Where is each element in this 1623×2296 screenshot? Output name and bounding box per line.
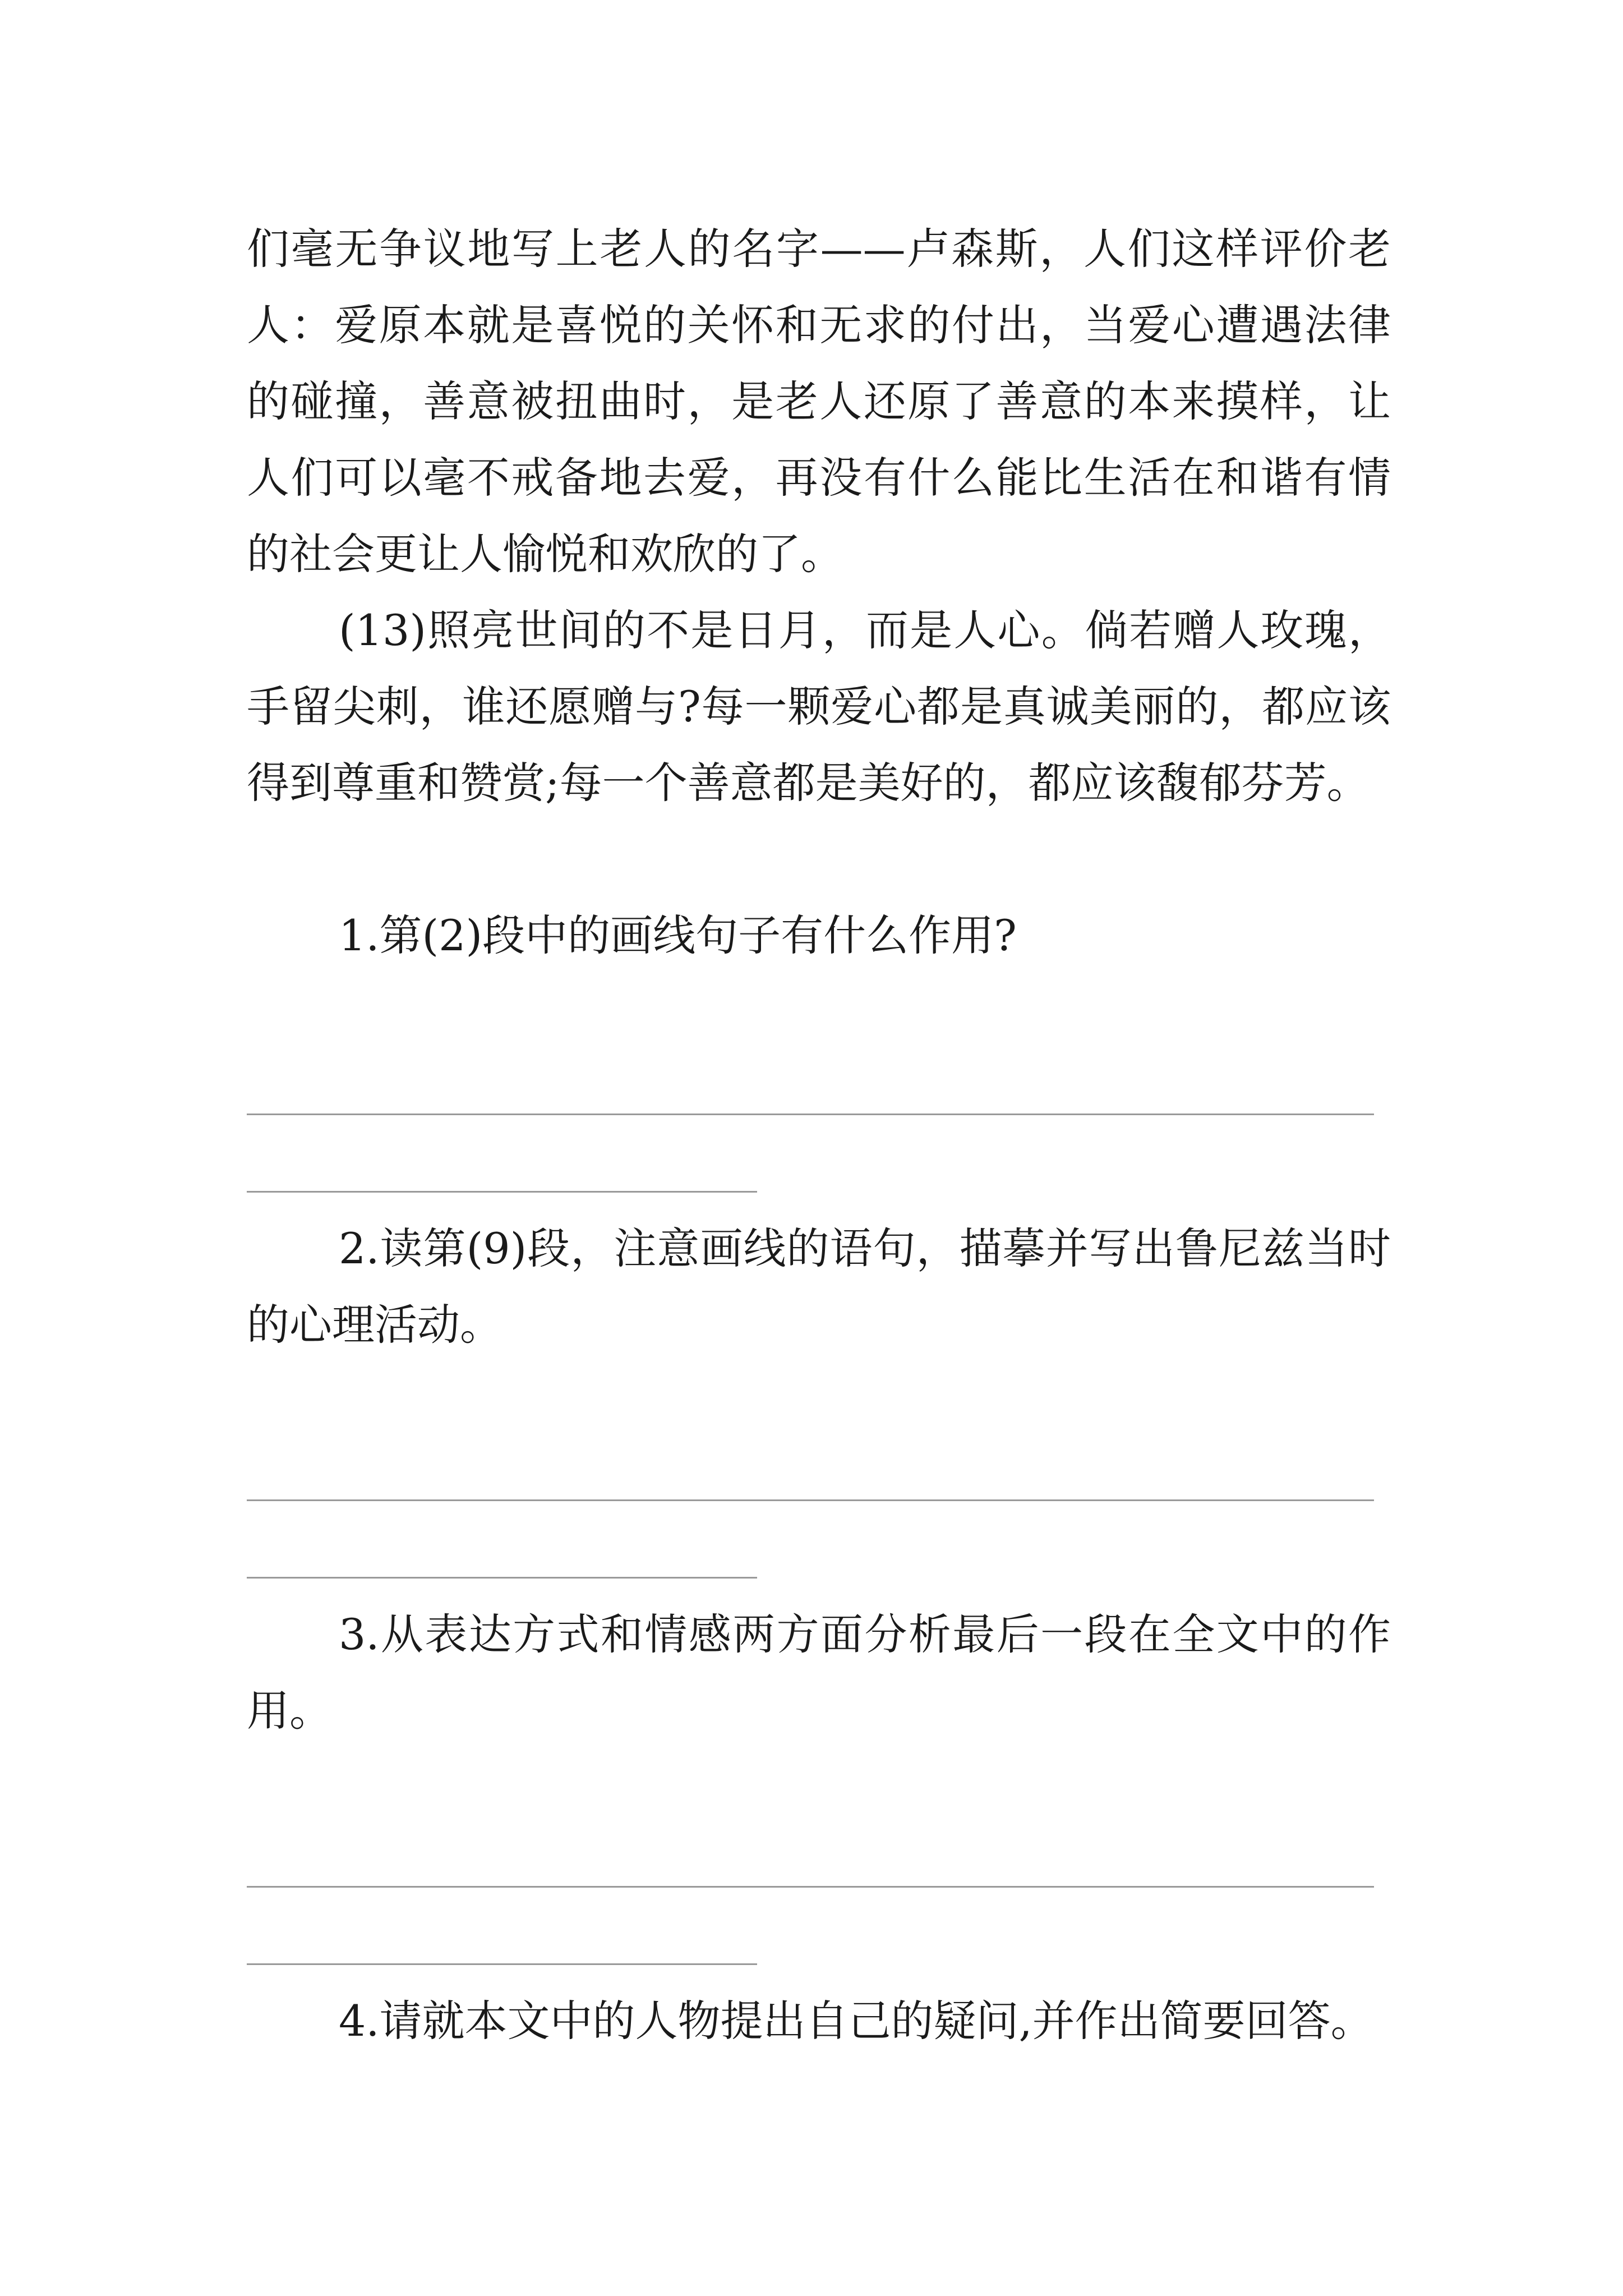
question-3: 3.从表达方式和情感两方面分析最后一段在全文中的作用。 bbox=[247, 1609, 1391, 1736]
answer-line[interactable] bbox=[247, 1499, 1374, 1501]
passage-paragraph-13: (13)照亮世间的不是日月，而是人心。倘若赠人玫瑰，手留尖刺，谁还愿赠与?每一颗爱心都是真诚美丽的，都应该得到尊重和赞赏;每一个善意都是美好的，都应该馥郁芬芳。 bbox=[247, 605, 1391, 808]
answer-line[interactable] bbox=[247, 1886, 1374, 1888]
question-4: 4.请就本文中的人物提出自己的疑问,并作出简要回答。 bbox=[339, 1996, 1373, 2046]
answer-line[interactable] bbox=[247, 1577, 757, 1579]
answer-line[interactable] bbox=[247, 1114, 1374, 1115]
question-1: 1.第(2)段中的画线句子有什么作用? bbox=[339, 910, 1017, 960]
passage-paragraph-continued: 们毫无争议地写上老人的名字——卢森斯，人们这样评价老人：爱原本就是喜悦的关怀和无求的付出，当爱心遭遇法律的碰撞，善意被扭曲时，是老人还原了善意的本来摸样，让人们可以毫不戒备地去爱，再没有什么能比生活在和谐有情的社会更让人愉悦和欢欣的了。 bbox=[247, 224, 1391, 579]
answer-line[interactable] bbox=[247, 1191, 757, 1193]
question-2: 2.读第(9)段，注意画线的语句，描摹并写出鲁尼兹当时的心理活动。 bbox=[247, 1223, 1391, 1350]
answer-line[interactable] bbox=[247, 1963, 757, 1965]
